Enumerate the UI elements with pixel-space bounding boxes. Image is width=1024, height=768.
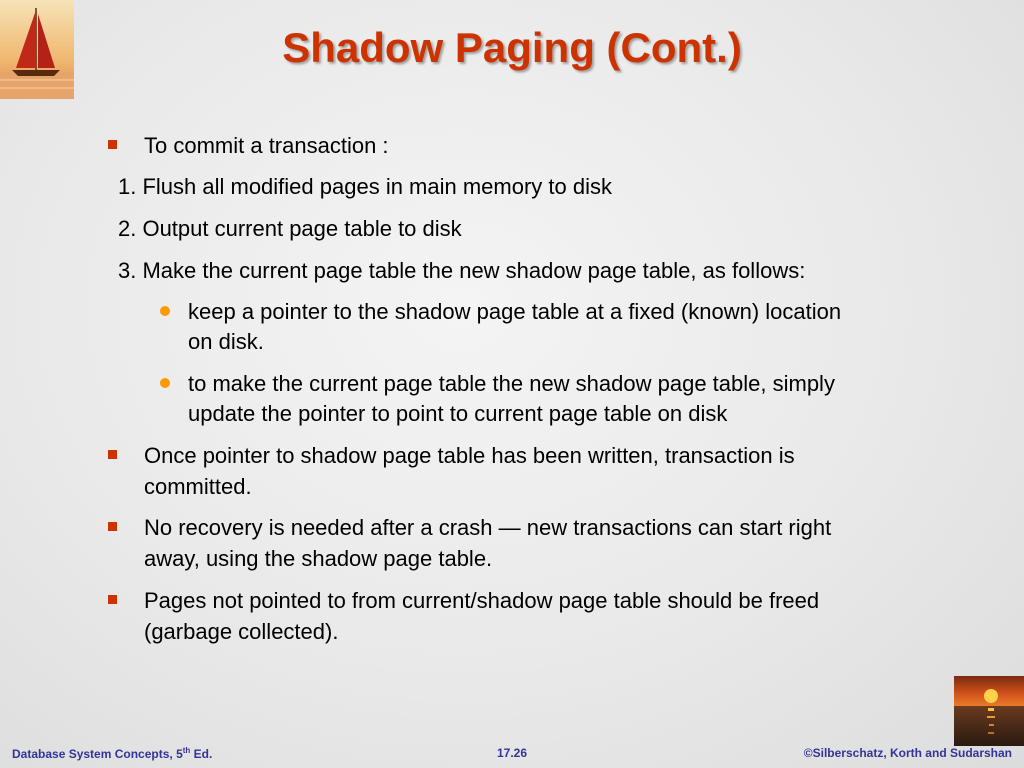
square-bullet-icon <box>108 522 117 531</box>
sub-bullet-update: to make the current page table the new shadow page table, simply <box>188 371 835 396</box>
bullet-pages-freed-cont: (garbage collected). <box>144 619 339 644</box>
slide-title: Shadow Paging (Cont.) <box>282 24 742 71</box>
bullet-once-pointer-cont: committed. <box>144 474 252 499</box>
circle-bullet-icon <box>160 306 170 316</box>
step-output: 2. Output current page table to disk <box>118 216 462 241</box>
circle-bullet-icon <box>160 378 170 388</box>
bullet-commit: To commit a transaction : <box>144 133 389 158</box>
sub-bullet-update-cont: update the pointer to point to current page table on disk <box>188 401 728 426</box>
square-bullet-icon <box>108 450 117 459</box>
sunset-logo <box>954 676 1024 746</box>
bullet-pages-freed: Pages not pointed to from current/shadow page table should be freed <box>144 588 820 613</box>
bullet-no-recovery-cont: away, using the shadow page table. <box>144 546 493 571</box>
footer-copyright: ©Silberschatz, Korth and Sudarshan <box>803 746 1012 760</box>
bullet-no-recovery: No recovery is needed after a crash — new transactions can start right <box>144 515 832 540</box>
step-make-current: 3. Make the current page table the new shadow page table, as follows: <box>118 258 806 283</box>
sub-bullet-pointer-cont: on disk. <box>188 329 264 354</box>
square-bullet-icon <box>108 595 117 604</box>
square-bullet-icon <box>108 140 117 149</box>
step-flush: 1. Flush all modified pages in main memory to disk <box>118 174 612 199</box>
footer-book: Database System Concepts, 5th Ed. <box>12 746 213 761</box>
bullet-once-pointer: Once pointer to shadow page table has been written, transaction is <box>144 443 795 468</box>
sub-bullet-pointer: keep a pointer to the shadow page table at a fixed (known) location <box>188 299 842 324</box>
footer-page-number: 17.26 <box>496 746 528 760</box>
